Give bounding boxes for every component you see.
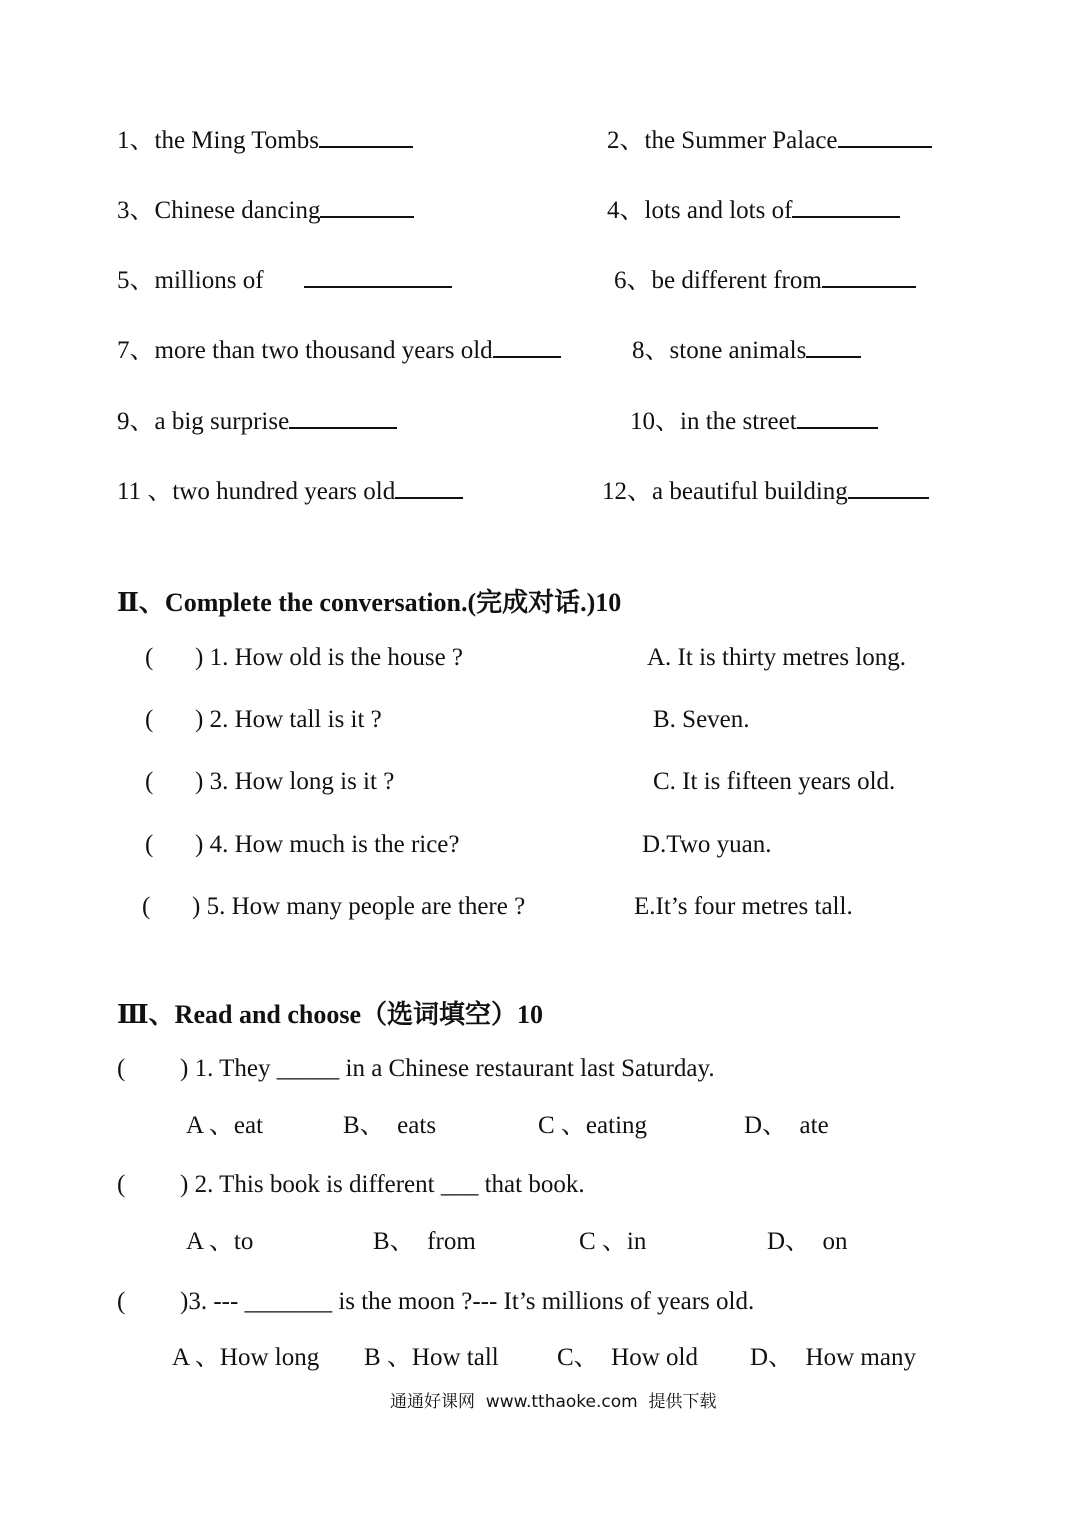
phrase-1: 1、the Ming Tombs — [117, 126, 413, 153]
answer-blank[interactable] — [304, 266, 452, 288]
question-1: ) 1. How old is the house ? — [195, 644, 464, 671]
option-b[interactable]: B、 from — [373, 1228, 476, 1255]
answer-blank[interactable] — [320, 196, 414, 218]
answer-paren[interactable]: ( — [142, 893, 151, 920]
question-4: ) 4. How much is the rice? — [195, 831, 460, 858]
phrase-9: 9、a big surprise — [117, 407, 397, 434]
answer-a: A. It is thirty metres long. — [647, 644, 906, 671]
phrase-5: 5、millions of — [117, 266, 452, 293]
option-d[interactable]: D、 on — [767, 1228, 848, 1255]
phrase-3: 3、Chinese dancing — [117, 196, 414, 223]
section-2-title: Ⅱ、Complete the conversation.(完成对话.)10 — [117, 588, 622, 617]
phrase-8: 8、stone animals — [632, 336, 861, 363]
answer-blank[interactable] — [848, 477, 929, 499]
answer-blank[interactable] — [493, 336, 561, 358]
answer-paren[interactable]: ( — [145, 644, 154, 671]
footer-note: 通通好课网 www.tthaoke.com 提供下载 — [390, 1392, 717, 1412]
phrase-4: 4、lots and lots of — [607, 196, 900, 223]
answer-b: B. Seven. — [653, 706, 750, 733]
phrase-6: 6、be different from — [614, 266, 916, 293]
option-c[interactable]: C 、in — [579, 1228, 647, 1255]
answer-blank[interactable] — [319, 126, 413, 148]
question-3: ) 3. How long is it ? — [195, 768, 395, 795]
option-a[interactable]: A 、How long — [172, 1344, 320, 1371]
choice-question-2: ) 2. This book is different ___ that book. — [180, 1171, 585, 1198]
phrase-11: 11 、two hundred years old — [117, 477, 463, 504]
option-a[interactable]: A 、eat — [186, 1112, 264, 1139]
answer-paren[interactable]: ( — [117, 1288, 126, 1315]
option-a[interactable]: A 、to — [186, 1228, 254, 1255]
choice-question-1: ) 1. They _____ in a Chinese restaurant last Saturday. — [180, 1055, 715, 1082]
phrase-10: 10、in the street — [630, 407, 878, 434]
answer-paren[interactable]: ( — [145, 831, 154, 858]
answer-paren[interactable]: ( — [145, 706, 154, 733]
phrase-12: 12、a beautiful building — [602, 477, 929, 504]
answer-blank[interactable] — [395, 477, 463, 499]
option-d[interactable]: D、 ate — [744, 1112, 829, 1139]
option-c[interactable]: C 、eating — [538, 1112, 648, 1139]
answer-d: D.Two yuan. — [642, 831, 772, 858]
answer-blank[interactable] — [838, 126, 932, 148]
answer-blank[interactable] — [806, 336, 861, 358]
answer-blank[interactable] — [792, 196, 900, 218]
answer-paren[interactable]: ( — [117, 1171, 126, 1198]
answer-c: C. It is fifteen years old. — [653, 768, 896, 795]
question-5: ) 5. How many people are there ? — [192, 893, 526, 920]
phrase-2: 2、the Summer Palace — [607, 126, 932, 153]
option-c[interactable]: C、 How old — [557, 1344, 698, 1371]
answer-blank[interactable] — [797, 407, 878, 429]
option-b[interactable]: B、 eats — [343, 1112, 437, 1139]
answer-blank[interactable] — [289, 407, 397, 429]
phrase-7: 7、more than two thousand years old — [117, 336, 561, 363]
option-d[interactable]: D、 How many — [750, 1344, 916, 1371]
section-3-title: Ⅲ、Read and choose（选词填空）10 — [117, 1000, 544, 1029]
question-2: ) 2. How tall is it ? — [195, 706, 382, 733]
answer-e: E.It’s four metres tall. — [634, 893, 853, 920]
answer-blank[interactable] — [822, 266, 916, 288]
answer-paren[interactable]: ( — [117, 1055, 126, 1082]
answer-paren[interactable]: ( — [145, 768, 154, 795]
option-b[interactable]: B 、How tall — [364, 1344, 499, 1371]
choice-question-3: )3. --- _______ is the moon ?--- It’s millions of years old. — [180, 1288, 755, 1315]
